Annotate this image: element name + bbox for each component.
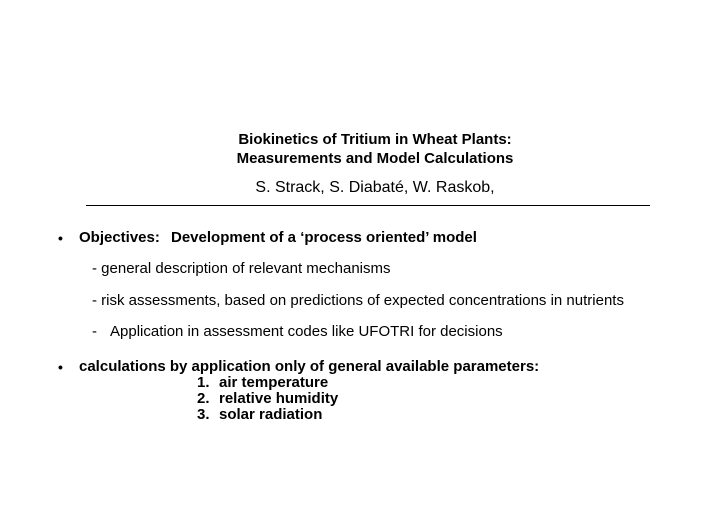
list-item-text: risk assessments, based on predictions of expected concentrations in nutrients bbox=[101, 292, 624, 309]
bullet-icon: • bbox=[58, 359, 63, 375]
slide-title bbox=[0, 130, 720, 168]
dash: - bbox=[92, 292, 97, 309]
authors: S. Strack, S. Diabaté, W. Raskob, bbox=[255, 179, 495, 196]
title-line-1: Biokinetics of Tritium in Wheat Plants: bbox=[238, 131, 512, 148]
list-item bbox=[92, 323, 503, 341]
parameter-text: solar radiation bbox=[219, 406, 323, 423]
list-item-text: general description of relevant mechanisms bbox=[101, 260, 391, 277]
bullet-icon: • bbox=[58, 230, 63, 246]
objectives-heading bbox=[79, 229, 477, 247]
dash: - bbox=[92, 260, 97, 277]
horizontal-divider bbox=[86, 205, 650, 206]
parameter-number: 3. bbox=[197, 406, 210, 423]
title-line-2: Measurements and Model Calculations bbox=[236, 150, 514, 167]
calculations-heading: calculations by application only of general available parameters: bbox=[79, 358, 540, 375]
parameter-item bbox=[197, 391, 338, 407]
parameter-number: 2. bbox=[197, 390, 210, 407]
list-item bbox=[92, 260, 391, 278]
dash: - bbox=[92, 323, 97, 340]
objectives-text: Development of a ‘process oriented’ model bbox=[171, 229, 477, 246]
list-item bbox=[92, 292, 624, 310]
parameter-number: 1. bbox=[197, 374, 210, 391]
list-item-text: Application in assessment codes like UFOTRI for decisions bbox=[110, 323, 503, 340]
parameter-text: air temperature bbox=[219, 374, 329, 391]
parameter-text: relative humidity bbox=[219, 390, 339, 407]
parameter-item bbox=[197, 375, 328, 391]
objectives-label: Objectives: bbox=[79, 229, 160, 246]
parameter-item bbox=[197, 407, 322, 423]
